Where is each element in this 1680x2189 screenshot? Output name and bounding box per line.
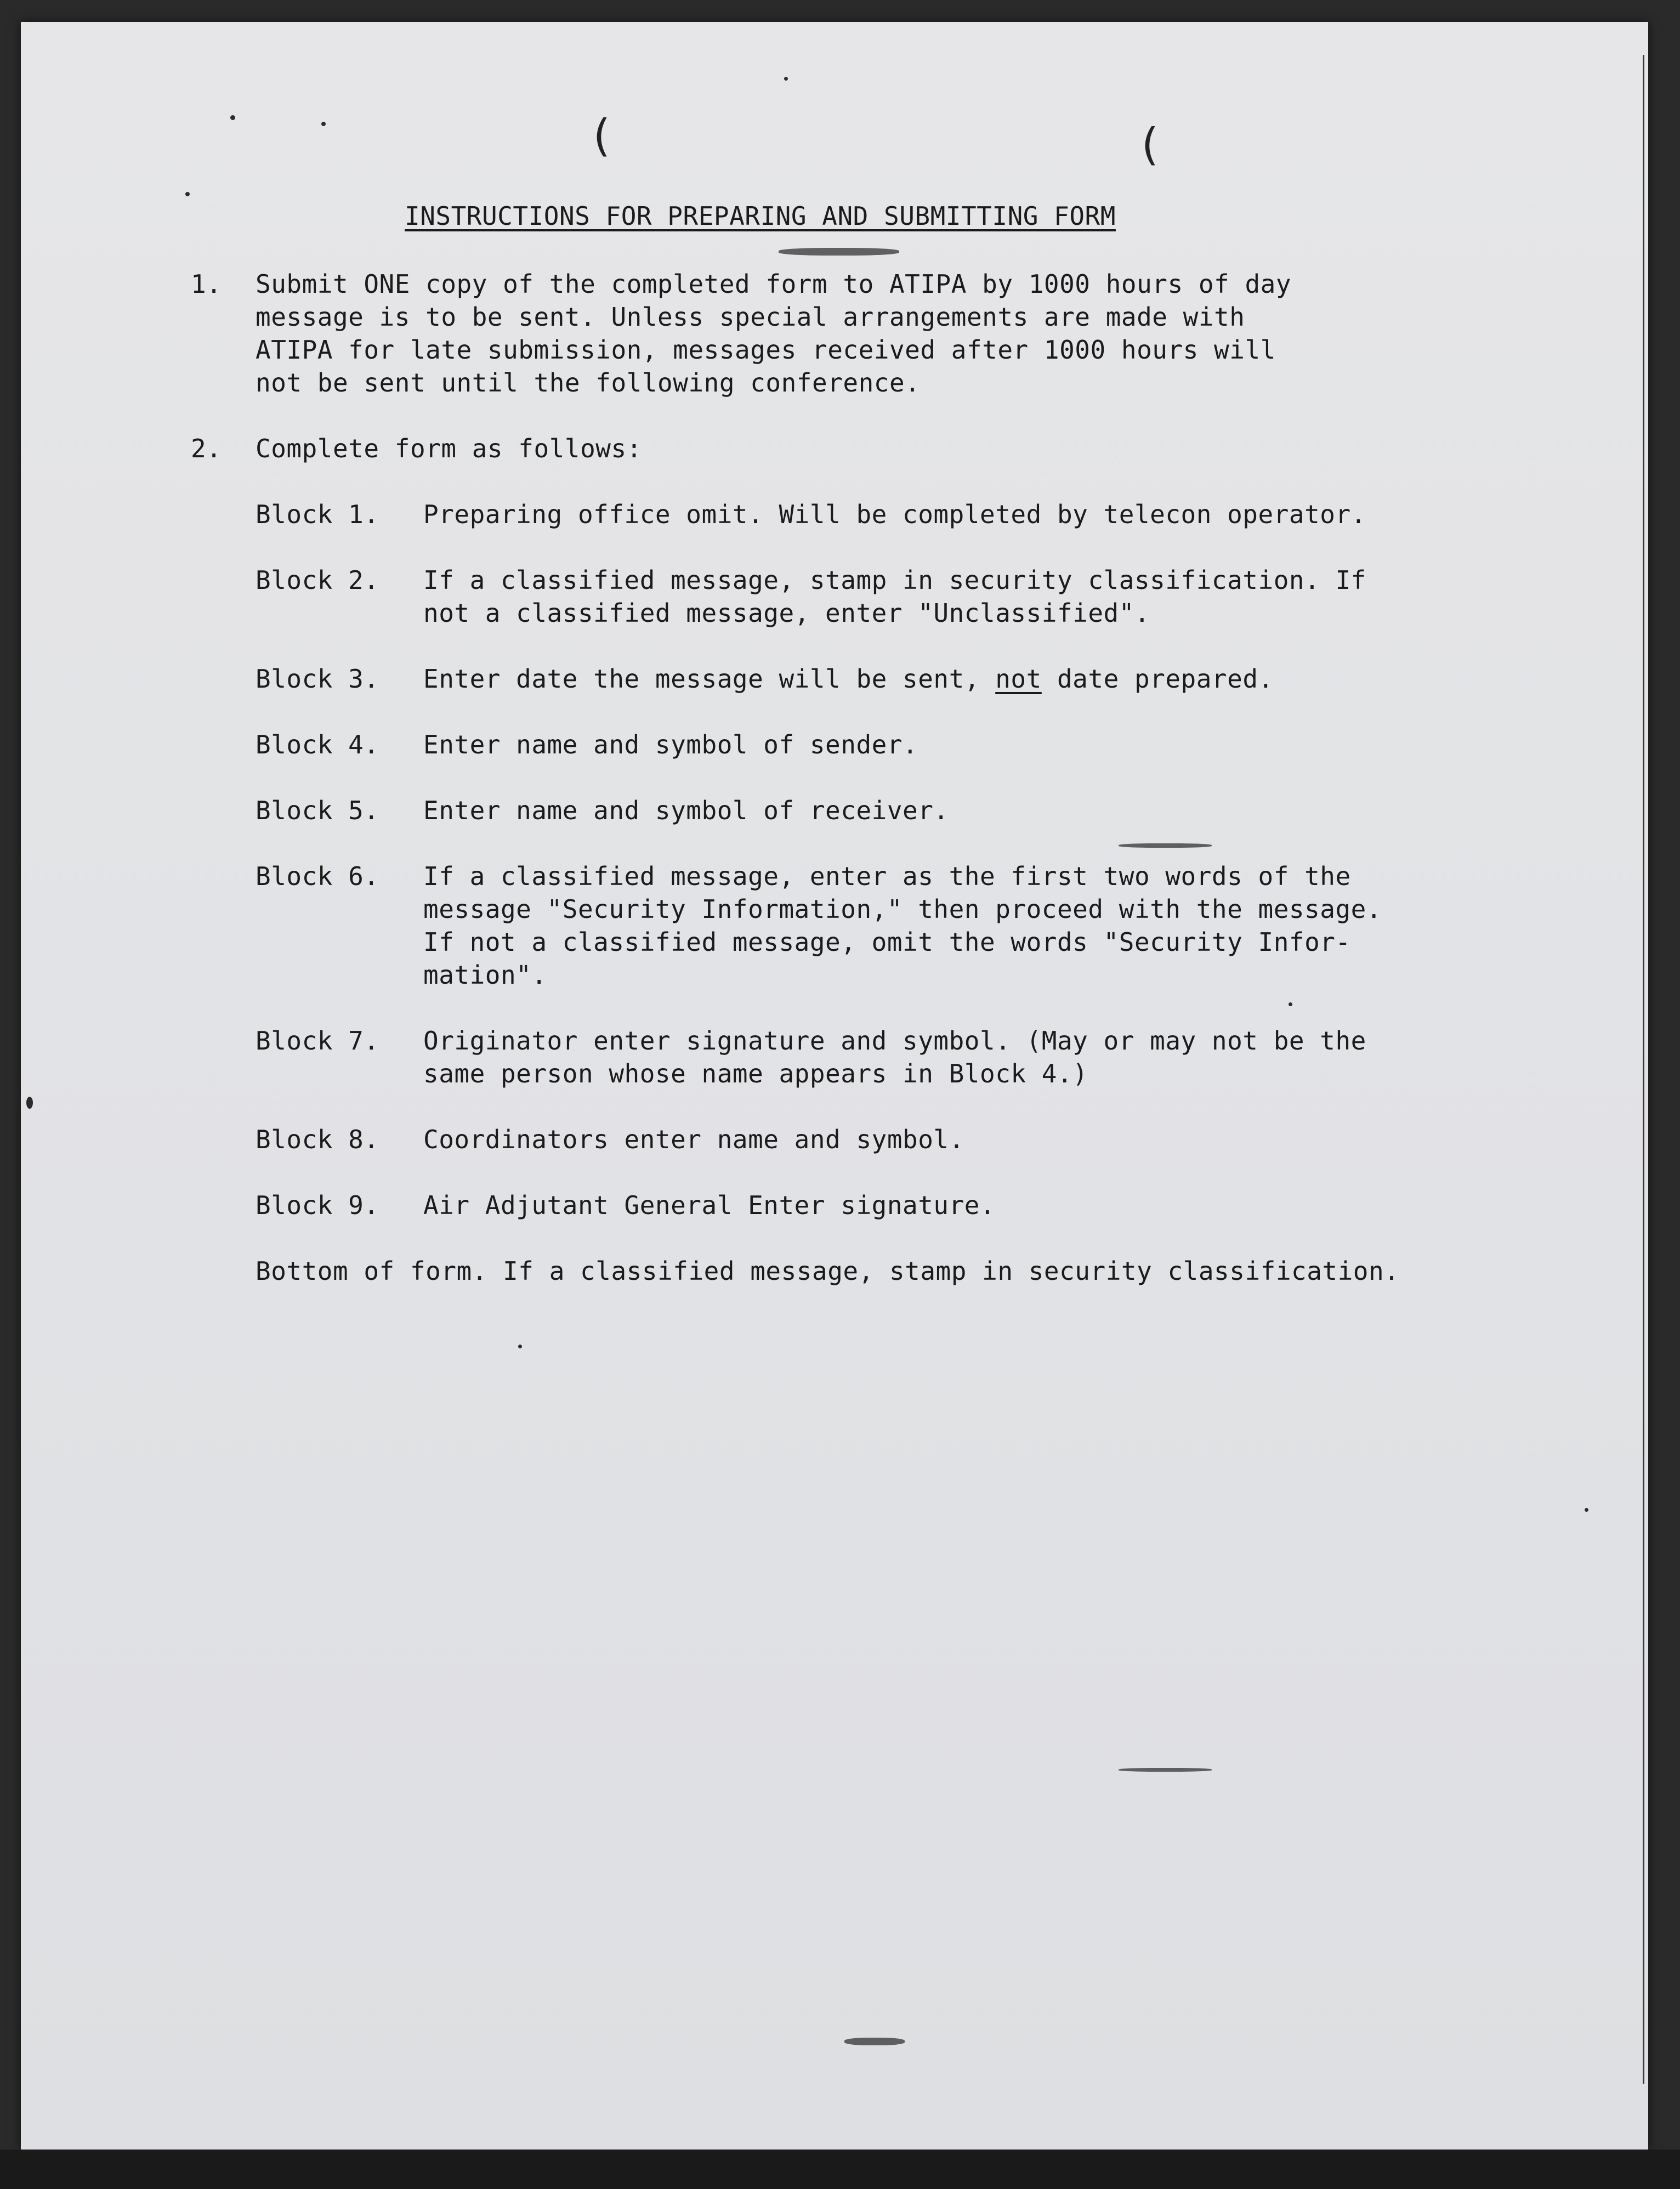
document-title: INSTRUCTIONS FOR PREPARING AND SUBMITTING FORM [405, 201, 1116, 231]
block-5-instruction: Enter name and symbol of receiver. [423, 796, 949, 825]
dust-speck [784, 77, 788, 81]
dust-speck [26, 1097, 33, 1109]
block-3-text-before: Enter date the message will be sent, [423, 664, 996, 694]
ink-smudge [844, 2038, 905, 2045]
block-3-text-after: date prepared. [1041, 664, 1274, 694]
punch-hole-left: ( [588, 110, 615, 161]
block-5-label: Block 5. [256, 796, 379, 825]
block-9-label: Block 9. [256, 1190, 379, 1220]
block-3-instruction [423, 662, 1520, 695]
dust-speck [1585, 1508, 1588, 1512]
block-7-instruction: Originator enter signature and symbol. (May or may not be the same person whose name appears in Block 4.) [423, 1026, 1366, 1088]
bottom-of-form-note: Bottom of form. If a classified message, stamp in security classification. [256, 1256, 1400, 1286]
paragraph-1-number: 1. [191, 269, 222, 299]
block-9-instruction: Air Adjutant General Enter signature. [423, 1190, 996, 1220]
paragraph-1-text: Submit ONE copy of the completed form to ATIPA by 1000 hours of day message is to be sent. Unless special arrangements are made with ATIPA for late submission, messages received after 1000 hours will not be sent until the following conference. [256, 269, 1292, 398]
ink-smudge [1119, 1768, 1212, 1772]
punch-hole-right: ( [1136, 119, 1163, 170]
block-8-instruction: Coordinators enter name and symbol. [423, 1125, 964, 1154]
paragraph-2-number: 2. [191, 434, 222, 463]
block-3-underlined-not: not [995, 664, 1042, 694]
ink-smudge [779, 248, 899, 256]
dust-speck [230, 115, 235, 120]
dust-speck [185, 192, 190, 196]
dust-speck [321, 122, 326, 126]
block-6-instruction: If a classified message, enter as the first two words of the message "Security Information," then proceed with the message. If not a classified message, omit the words "Security Infor- mation". [423, 861, 1382, 990]
block-4-instruction: Enter name and symbol of sender. [423, 730, 918, 759]
block-8-label: Block 8. [256, 1125, 379, 1154]
dust-speck [1289, 1002, 1292, 1006]
dust-speck [518, 1345, 522, 1348]
ink-smudge [1119, 843, 1212, 848]
paragraph-2-text: Complete form as follows: [256, 434, 642, 463]
block-7-label: Block 7. [256, 1026, 379, 1056]
block-4-label: Block 4. [256, 730, 379, 759]
block-1-instruction: Preparing office omit. Will be completed by telecon operator. [423, 500, 1366, 529]
block-3-label: Block 3. [256, 664, 379, 694]
block-1-label: Block 1. [256, 500, 379, 529]
block-2-label: Block 2. [256, 565, 379, 595]
block-6-label: Block 6. [256, 861, 379, 891]
block-2-instruction: If a classified message, stamp in security classification. If not a classified message, enter "Unclassified". [423, 565, 1366, 628]
